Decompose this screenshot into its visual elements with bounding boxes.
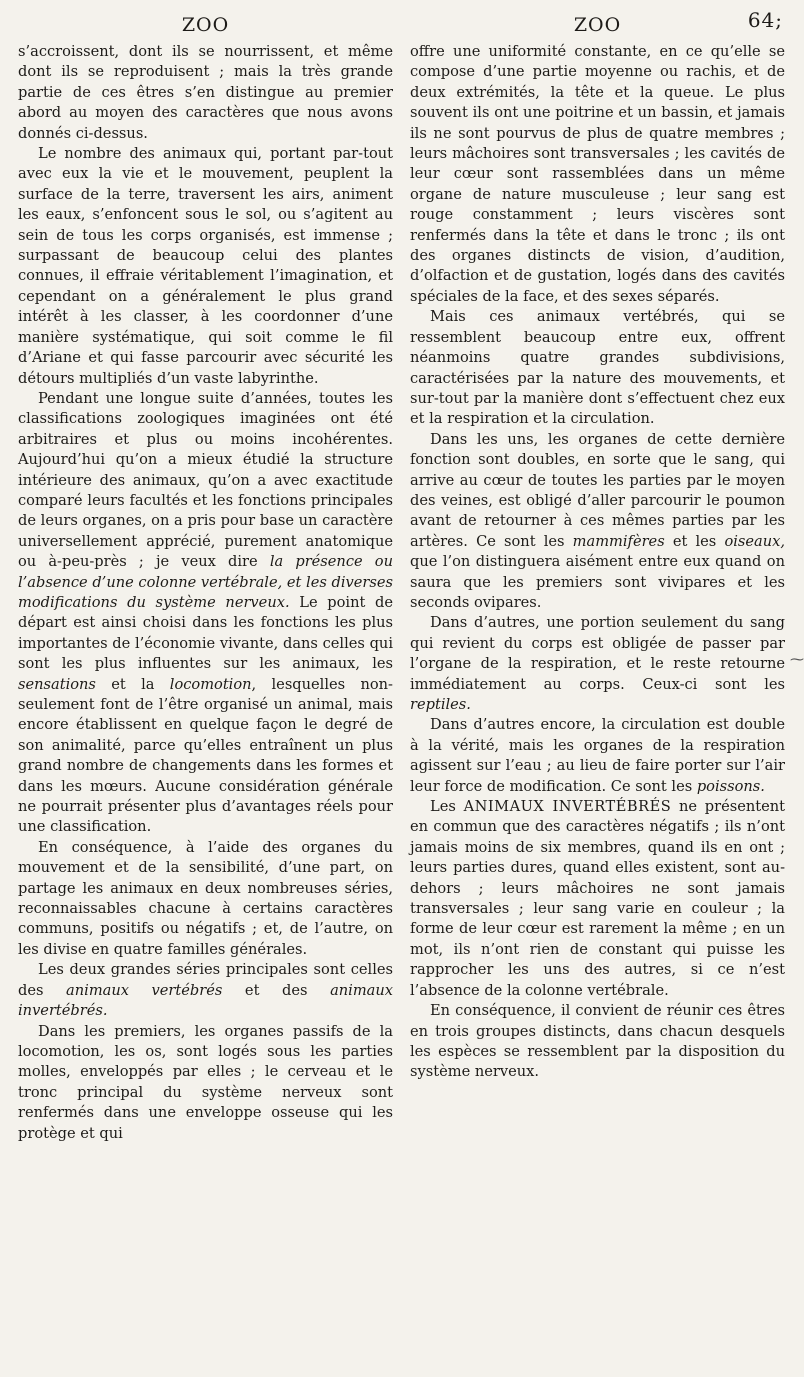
right-header-title: ZOO [573, 14, 622, 36]
right-column-text [410, 42, 785, 1083]
left-paragraph [18, 42, 393, 144]
text-run: et des [222, 981, 331, 999]
text-run: En conséquence, il convient de réunir ces êtres en trois groupes distincts, dans chacun desquels les espèces se ressemblent par la disposition du système nerveux. [410, 1002, 785, 1081]
margin-mark-icon: ⁓ [790, 652, 804, 668]
italic-term: locomotion [169, 675, 252, 693]
text-run: Le point de départ est ainsi choisi dans les fonctions les plus importantes de l’économie vivante, dans celles qui sont les plus influentes sur les animaux, les [18, 593, 393, 673]
text-run: Pendant une longue suite d’années, toutes les classifications zoologiques imaginées ont été arbitraires et plus ou moins incohérentes. Aujourd’hui qu’on a mieux étudié la structure intérieure des animaux, qu’on a avec exactitude comparé leurs facultés et les fonctions principales de leurs organes, on a pris pour base un caractère universellement apprécié, purement anatomique ou à-peu-près ; je veux dire [18, 389, 393, 571]
text-run: que l’on distinguera aisément entre eux quand on saura que les premiers sont vivipares et les seconds ovipares. [410, 553, 785, 611]
text-run: et la [95, 675, 170, 693]
right-paragraph [410, 613, 785, 715]
left-paragraph [18, 144, 393, 389]
text-run: ne présentent en commun que des caractères négatifs ; ils n’ont jamais moins de six membres, quand ils en ont ; leurs parties dures, quand elles existent, sont au-dehors ; leurs mâchoires ne sont jamais transversales ; leur sang varie en couleur ; la forme de leur cœur est rarement la même ; en un mot, ils n’ont rien de constant qui puisse les rapprocher les uns des autres, si ce n’est l’absence de la colonne vertébrale. [410, 798, 785, 999]
text-run: et les [664, 532, 725, 550]
text-run: Dans les uns, les organes de cette dernière fonction sont doubles, en sorte que le sang, qui arrive au cœur de toutes les parties par le moyen des veines, est obligé d’aller parcourir le poumon avant de retourner à ces mêmes parties par les artères. Ce sont les [410, 430, 785, 550]
right-column [410, 0, 785, 1083]
italic-term: oiseaux, [724, 532, 785, 550]
text-run: offre une uniformité constante, en ce qu’elle se compose d’une partie moyenne ou rachis, et de deux extrémités, la tête et la queue. Le plus souvent ils ont une poitrine et un bassin, et jamais ils ne sont pourvus de plus de quatre membres ; leurs mâchoires sont transversales ; les cavités de leur cœur sont rassemblées dans un même organe de nature musculeuse ; leur sang est rouge constamment ; leurs viscères sont renfermés dans la tête et dans le tronc ; ils ont des organes distincts de vision, d’audition, d’olfaction et de gustation, logés dans des cavités spéciales de la face, et des sexes séparés. [410, 43, 785, 305]
small-caps-term: ANIMAUX INVERTÉBRÉS [463, 798, 672, 816]
text-run: En conséquence, à l’aide des organes du mouvement et de la sensibilité, d’une part, on partage les animaux en deux nombreuses séries, reconnaissables chacune à certains caractères communs, positifs ou négatifs ; et, de l’autre, on les divise en quatre familles générales. [18, 838, 393, 958]
left-running-header [18, 0, 393, 42]
text-run: Dans d’autres encore, la circulation est double à la vérité, mais les organes de la respiration agissent sur l’eau ; au lieu de faire porter sur l’air leur force de modification. Ce sont les [410, 716, 785, 795]
text-run: Dans d’autres, une portion seulement du sang qui revient du corps est obligée de passer par l’organe de la respiration, et le reste retourne immédiatement au corps. Ceux-ci sont les [410, 614, 785, 693]
right-paragraph [410, 1001, 785, 1083]
italic-term: sensations [18, 675, 96, 693]
text-run: Le nombre des animaux qui, portant par-tout avec eux la vie et le mouvement, peuplent la surface de la terre, traversent les airs, animent les eaux, s’enfoncent sous le sol, ou s’agitent au sein de tous les corps organisés, est immense ; surpassant de beaucoup celui des plantes connues, il effraie véritablement l’imagination, et cependant on a généralement le plus grand intérêt à les classer, à les coordonner d’une manière systématique, qui soit comme le fil d’Ariane et qui fasse parcourir avec sécurité les détours multipliés d’un vaste labyrinthe. [18, 145, 393, 387]
text-run: , lesquelles non-seulement font de l’être organisé un animal, mais encore établissent en quelque façon le degré de son animalité, parce qu’elles entraînent un plus grand nombre de changements dans les formes et dans les mœurs. Aucune considération générale ne pourrait présenter plus d’avantages réels pour une classification. [18, 675, 393, 836]
page-number: 64; [747, 8, 783, 32]
left-header-title: ZOO [181, 14, 230, 36]
right-paragraph [410, 430, 785, 614]
right-paragraph [410, 797, 785, 1001]
text-run: Les deux grandes séries principales sont celles des [18, 961, 393, 999]
text-run: Les [430, 798, 464, 816]
right-paragraph [410, 42, 785, 307]
left-column-text [18, 42, 393, 1144]
italic-term: poissons. [696, 777, 765, 795]
italic-term: animaux invertébrés. [18, 981, 393, 1020]
italic-term: animaux vertébrés [66, 981, 223, 999]
text-run: s’accroissent, dont ils se nourrissent, et même dont ils se reproduisent ; mais la très grande partie de ces êtres s’en distingue au premier abord au moyen des caractères que nous avons donnés ci-dessus. [18, 43, 393, 142]
left-paragraph [18, 838, 393, 960]
right-running-header [410, 0, 785, 42]
left-paragraph [18, 960, 393, 1021]
text-run: Mais ces animaux vertébrés, qui se ressemblent beaucoup entre eux, offrent néanmoins quatre grandes subdivisions, caractérisées par la nature des mouvements, et sur-tout par la manière dont s’effectuent chez eux et la respiration et la circulation. [410, 308, 785, 428]
italic-term: la présence ou l’absence d’une colonne vertébrale, et les diverses modifications du système nerveux. [18, 553, 393, 611]
italic-term: mammifères [572, 532, 665, 550]
left-paragraph [18, 389, 393, 838]
text-run: Dans les premiers, les organes passifs de la locomotion, les os, sont logés sous les parties molles, enveloppés par elles ; le cerveau et le tronc principal du système nerveux sont renfermés dans une enveloppe osseuse qui les protège et qui [18, 1022, 393, 1142]
right-paragraph [410, 715, 785, 797]
right-paragraph [410, 307, 785, 429]
left-column [18, 0, 393, 1144]
left-paragraph [18, 1022, 393, 1144]
italic-term: reptiles. [410, 696, 471, 713]
